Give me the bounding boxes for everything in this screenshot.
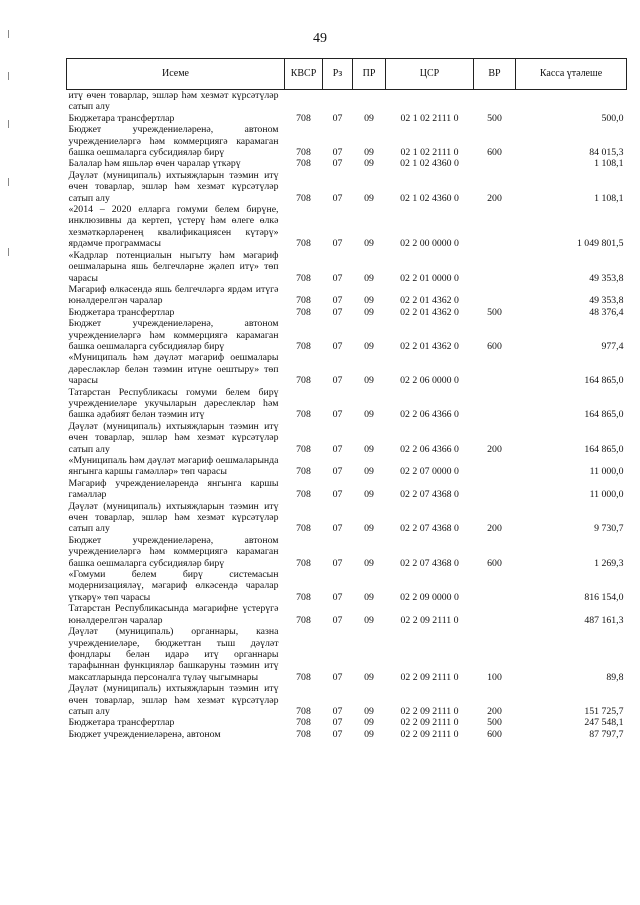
cell-csr: 02 2 01 4362 0 xyxy=(400,306,459,318)
table-row xyxy=(67,113,627,124)
scan-edge-mark xyxy=(8,248,9,256)
cell-rz: 07 xyxy=(332,728,343,740)
table-row xyxy=(67,307,627,318)
cell-pr: 09 xyxy=(364,614,374,626)
cell-vr: 200 xyxy=(487,443,502,455)
cell-kvsr: 708 xyxy=(296,340,311,352)
cell-name: Мәгариф учреждениеләрендә янгынга каршы гамәлләр xyxy=(68,477,279,501)
cell-pr xyxy=(353,90,386,113)
header-vr: ВР xyxy=(474,59,516,90)
table-row xyxy=(67,603,627,626)
cell-pr: 09 xyxy=(364,466,374,478)
cell-pr: 09 xyxy=(364,557,374,569)
cell-name: Дәүләт (муниципаль) ихтыяҗларын тәэмин итү өчен товарлар, эшләр һәм хезмәт күрсәтүләр сатып алу xyxy=(68,500,279,535)
cell-pr: 09 xyxy=(364,443,374,455)
scan-edge-mark xyxy=(8,178,9,186)
cell-kvsr: 708 xyxy=(296,591,311,603)
table-row xyxy=(67,158,627,169)
scan-edge-mark xyxy=(8,120,9,128)
cell-csr: 02 2 09 2111 0 xyxy=(400,671,459,683)
page-number: 49 xyxy=(313,31,327,46)
cell-kassa: 977,4 xyxy=(601,340,624,352)
cell-name: Дәүләт (муниципаль) ихтыяҗларын тәэмин итү өчен товарлар, эшләр һәм хезмәт күрсәтүләр сатып алу xyxy=(68,420,279,455)
cell-name: Татарстан Республикасы гомуми белем бирү учреждениеләре укучыларын дәреслекләр һәм башка әдәбият белән тәэмин итү xyxy=(68,386,279,421)
cell-kassa: 151 725,7 xyxy=(584,705,624,717)
cell-kassa xyxy=(516,90,627,113)
cell-vr: 600 xyxy=(487,147,502,159)
cell-kvsr xyxy=(285,90,323,113)
scan-edge-mark xyxy=(8,30,9,38)
cell-kvsr: 708 xyxy=(296,375,311,387)
cell-name: Дәүләт (муниципаль) ихтыяҗларын тәэмин итү өчен товарлар, эшләр һәм хезмәт күрсәтүләр сатып алу xyxy=(68,169,279,204)
cell-rz: 07 xyxy=(332,272,343,284)
cell-csr: 02 2 09 2111 0 xyxy=(400,717,459,729)
cell-rz: 07 xyxy=(332,158,343,170)
cell-kassa: 500,0 xyxy=(601,112,624,124)
table-row xyxy=(67,90,627,113)
cell-pr: 09 xyxy=(364,409,374,421)
table-body xyxy=(67,90,627,741)
cell-rz: 07 xyxy=(332,557,343,569)
cell-csr: 02 2 00 0000 0 xyxy=(400,238,459,250)
cell-rz: 07 xyxy=(332,306,343,318)
cell-csr: 02 1 02 2111 0 xyxy=(400,112,459,124)
cell-kvsr: 708 xyxy=(296,728,311,740)
table-row xyxy=(67,284,627,307)
cell-kassa: 9 730,7 xyxy=(594,523,624,535)
cell-kvsr: 708 xyxy=(296,295,311,307)
cell-csr: 02 2 01 4362 0 xyxy=(400,295,459,307)
cell-pr: 09 xyxy=(364,375,374,387)
table-header xyxy=(67,59,627,90)
cell-vr xyxy=(474,158,516,169)
cell-kvsr: 708 xyxy=(296,466,311,478)
cell-pr: 09 xyxy=(364,158,374,170)
cell-kassa: 48 376,4 xyxy=(589,306,624,318)
cell-rz: 07 xyxy=(332,523,343,535)
cell-kvsr: 708 xyxy=(296,147,311,159)
header-kvsr: КВСР xyxy=(285,59,323,90)
table-row xyxy=(67,478,627,501)
cell-pr: 09 xyxy=(364,340,374,352)
table-row xyxy=(67,387,627,421)
cell-vr: 600 xyxy=(487,557,502,569)
cell-csr: 02 2 01 4362 0 xyxy=(400,340,459,352)
cell-csr: 02 2 09 2111 0 xyxy=(400,728,459,740)
cell-kassa: 49 353,8 xyxy=(589,272,624,284)
cell-kvsr: 708 xyxy=(296,523,311,535)
cell-rz: 07 xyxy=(332,147,343,159)
cell-kassa: 487 161,3 xyxy=(584,614,624,626)
cell-rz: 07 xyxy=(332,489,343,501)
cell-vr: 500 xyxy=(487,306,502,318)
cell-kvsr: 708 xyxy=(296,705,311,717)
cell-kvsr: 708 xyxy=(296,614,311,626)
cell-rz: 07 xyxy=(332,671,343,683)
cell-csr: 02 2 07 4368 0 xyxy=(400,557,459,569)
table-row xyxy=(67,250,627,284)
cell-kassa: 1 108,1 xyxy=(594,192,624,204)
cell-name: итү өчен товарлар, эшләр һәм хезмәт күрсәтүләр сатып алу xyxy=(68,90,279,113)
cell-pr: 09 xyxy=(364,705,374,717)
cell-rz xyxy=(323,90,353,113)
table-row xyxy=(67,501,627,535)
cell-csr: 02 2 09 0000 0 xyxy=(400,591,459,603)
cell-csr: 02 2 06 4366 0 xyxy=(400,443,459,455)
cell-pr: 09 xyxy=(364,112,374,124)
cell-kvsr: 708 xyxy=(296,238,311,250)
cell-csr: 02 1 02 4360 0 xyxy=(400,158,459,170)
cell-vr xyxy=(474,204,516,250)
cell-kassa: 84 015,3 xyxy=(589,147,624,159)
cell-pr: 09 xyxy=(364,295,374,307)
cell-rz: 07 xyxy=(332,192,343,204)
cell-kassa: 89,8 xyxy=(606,671,624,683)
cell-kvsr: 708 xyxy=(296,671,311,683)
cell-vr: 200 xyxy=(487,192,502,204)
cell-csr xyxy=(386,90,474,113)
table-row xyxy=(67,535,627,569)
cell-rz: 07 xyxy=(332,466,343,478)
cell-pr: 09 xyxy=(364,717,374,729)
cell-kvsr: 708 xyxy=(296,192,311,204)
table-row xyxy=(67,626,627,683)
cell-name: Бюджет учреждениеләренә, автоном учреждениеләргә һәм коммерциягә карамаган башка оешмаларга субсидияләр бирү xyxy=(68,318,279,352)
cell-name: Дәүләт (муниципаль) органнары, казна учреждениеләре, бюджеттан тыш дәүләт фондлары белән идарә итү органнары тарафыннан функцияләр башкаруны тәэмин итү максатларында персоналга түләү чыгымнары xyxy=(68,626,279,683)
cell-name: «Муниципаль һәм дәүләт мәгариф оешмаларында янгынга каршы гамәлләр» төп чарасы xyxy=(68,455,279,478)
cell-vr xyxy=(474,569,516,603)
cell-name: Бюджет учреждениеләренә, автоном учреждениеләргә һәм коммерциягә карамаган башка оешмаларга субсидияләр бирү xyxy=(68,124,279,159)
cell-vr: 200 xyxy=(487,705,502,717)
table-row xyxy=(67,455,627,478)
cell-kassa: 1 269,3 xyxy=(594,557,624,569)
cell-vr xyxy=(474,387,516,421)
cell-rz: 07 xyxy=(332,614,343,626)
cell-kvsr: 708 xyxy=(296,489,311,501)
cell-kassa: 816 154,0 xyxy=(584,591,624,603)
cell-rz: 07 xyxy=(332,443,343,455)
cell-kvsr: 708 xyxy=(296,158,311,170)
cell-kvsr: 708 xyxy=(296,272,311,284)
cell-pr: 09 xyxy=(364,728,374,740)
cell-rz: 07 xyxy=(332,409,343,421)
cell-vr xyxy=(474,352,516,386)
cell-name: Бюджетара трансфертлар xyxy=(68,717,175,729)
cell-csr: 02 2 09 2111 0 xyxy=(400,705,459,717)
cell-name: «Кадрлар потенциалын ныгыту һәм мәгариф оешмаларына яшь белгечләрне җәлеп итү» төп чарасы xyxy=(68,249,279,284)
scan-edge-mark xyxy=(8,72,9,80)
cell-kassa: 1 108,1 xyxy=(594,158,624,170)
table-row xyxy=(67,318,627,352)
cell-name: «2014 – 2020 елларга гомуми белем бирүне, инклюзивны да кертеп, үстерү һәм өлеге өлкә хезмәткәрләренең квалификациясен күтәрү» ярдәмче программасы xyxy=(68,204,279,250)
cell-name: Балалар һәм яшьләр өчен чаралар үткәрү xyxy=(68,158,241,170)
cell-name: Бюджет учреждениеләренә, автоном учреждениеләргә һәм коммерциягә карамаган башка оешмаларга субсидияләр бирү xyxy=(68,534,279,569)
cell-name: Дәүләт (муниципаль) ихтыяҗларын тәэмин итү өчен товарлар, эшләр һәм хезмәт күрсәтүләр сатып алу xyxy=(68,683,279,717)
cell-vr xyxy=(474,250,516,284)
table-row xyxy=(67,204,627,250)
cell-vr: 200 xyxy=(487,523,502,535)
cell-rz: 07 xyxy=(332,340,343,352)
cell-csr: 02 2 06 4366 0 xyxy=(400,409,459,421)
cell-kassa: 164 865,0 xyxy=(584,409,624,421)
table-row xyxy=(67,717,627,728)
cell-kvsr: 708 xyxy=(296,112,311,124)
cell-pr: 09 xyxy=(364,489,374,501)
cell-vr xyxy=(474,90,516,113)
cell-csr: 02 2 07 4368 0 xyxy=(400,523,459,535)
cell-kvsr: 708 xyxy=(296,443,311,455)
cell-csr: 02 2 09 2111 0 xyxy=(400,614,459,626)
cell-rz: 07 xyxy=(332,295,343,307)
cell-rz: 07 xyxy=(332,591,343,603)
cell-name: Бюджетара трансфертлар xyxy=(68,306,175,318)
table-row xyxy=(67,124,627,158)
cell-vr: 500 xyxy=(487,717,502,729)
cell-kvsr: 708 xyxy=(296,409,311,421)
cell-pr: 09 xyxy=(364,192,374,204)
cell-name: Мәгариф өлкәсендә яшь белгечләргә ярдәм итүгә юнәлдерелгән чаралар xyxy=(68,283,279,307)
cell-name: Татарстан Республикасында мәгарифне үстерүгә юнәлдерелгән чаралар xyxy=(68,603,279,626)
cell-name: «Муниципаль һәм дәүләт мәгариф оешмалары дәресләкләр белән тәэмин итүне оештыру» төп чарасы xyxy=(68,352,279,387)
cell-name: Бюджет учреждениеләренә, автоном xyxy=(68,728,221,740)
table-row xyxy=(67,421,627,455)
header-kassa: Касса үтәлеше xyxy=(516,59,627,90)
header-pr: ПР xyxy=(353,59,386,90)
cell-rz: 07 xyxy=(332,238,343,250)
cell-csr: 02 1 02 4360 0 xyxy=(400,192,459,204)
cell-kassa: 1 049 801,5 xyxy=(576,238,624,250)
cell-pr: 09 xyxy=(364,147,374,159)
cell-csr: 02 2 01 0000 0 xyxy=(400,272,459,284)
cell-csr: 02 1 02 2111 0 xyxy=(400,147,459,159)
table-row xyxy=(67,352,627,386)
cell-pr: 09 xyxy=(364,591,374,603)
cell-vr xyxy=(474,284,516,307)
table-row xyxy=(67,683,627,717)
cell-rz: 07 xyxy=(332,717,343,729)
cell-rz: 07 xyxy=(332,705,343,717)
cell-name: «Гомуми белем бирү системасын модернизацияләү, мәгариф өлкәсендә чаралар үткәрү» төп чарасы xyxy=(68,569,279,603)
table-row xyxy=(67,569,627,603)
cell-kvsr: 708 xyxy=(296,557,311,569)
budget-table xyxy=(66,58,627,740)
cell-vr xyxy=(474,455,516,478)
cell-kassa: 247 548,1 xyxy=(584,717,624,729)
cell-csr: 02 2 07 4368 0 xyxy=(400,489,459,501)
cell-pr: 09 xyxy=(364,671,374,683)
cell-pr: 09 xyxy=(364,523,374,535)
cell-vr: 600 xyxy=(487,728,502,740)
table-row xyxy=(67,170,627,204)
cell-csr: 02 2 07 0000 0 xyxy=(400,466,459,478)
cell-csr: 02 2 06 0000 0 xyxy=(400,375,459,387)
header-csr: ЦСР xyxy=(386,59,474,90)
table-row xyxy=(67,729,627,740)
cell-kvsr: 708 xyxy=(296,306,311,318)
cell-name: Бюджетара трансфертлар xyxy=(68,112,175,124)
cell-kassa: 11 000,0 xyxy=(589,466,624,478)
cell-kvsr: 708 xyxy=(296,717,311,729)
header-name: Исеме xyxy=(67,59,285,90)
cell-kassa: 164 865,0 xyxy=(584,443,624,455)
header-rz: Рз xyxy=(323,59,353,90)
cell-vr xyxy=(474,603,516,626)
cell-vr: 100 xyxy=(487,671,502,683)
cell-rz: 07 xyxy=(332,112,343,124)
cell-vr: 600 xyxy=(487,340,502,352)
cell-vr: 500 xyxy=(487,112,502,124)
cell-vr xyxy=(474,478,516,501)
cell-kassa: 87 797,7 xyxy=(589,728,624,740)
cell-pr: 09 xyxy=(364,272,374,284)
cell-pr: 09 xyxy=(364,306,374,318)
cell-kassa: 164 865,0 xyxy=(584,375,624,387)
cell-pr: 09 xyxy=(364,238,374,250)
cell-kassa: 49 353,8 xyxy=(589,295,624,307)
cell-rz: 07 xyxy=(332,375,343,387)
cell-kassa: 11 000,0 xyxy=(589,489,624,501)
